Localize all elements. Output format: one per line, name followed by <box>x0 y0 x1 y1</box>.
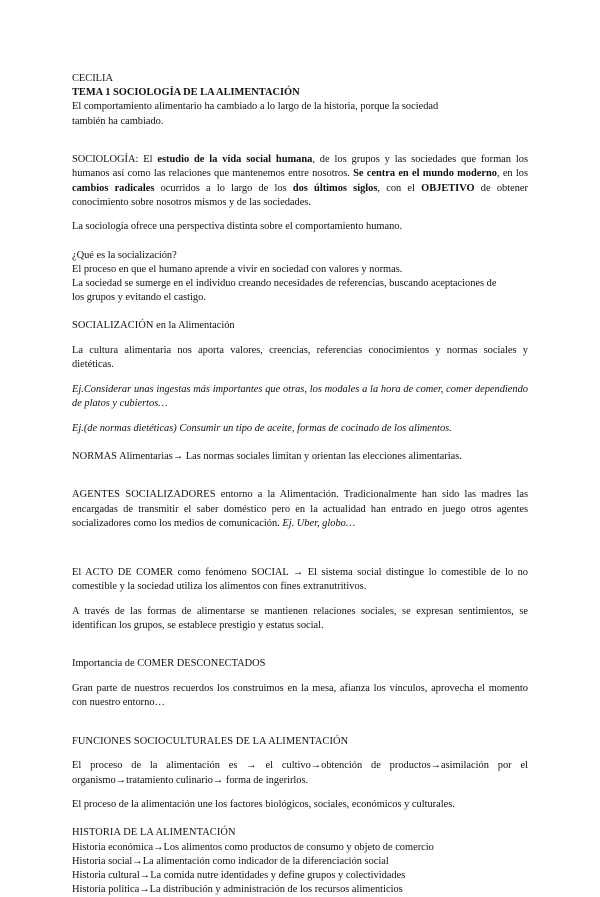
document-title: TEMA 1 SOCIOLOGÍA DE LA ALIMENTACIÓN <box>72 87 300 99</box>
desconectados-heading: Importancia de COMER DESCONECTADOS <box>72 658 266 670</box>
socializacion-definition: El proceso en que el humano aprende a vivir en sociedad con valores y normas. <box>72 263 403 275</box>
agentes-paragraph: AGENTES SOCIALIZADORES entorno a la Alimentación. Tradicionalmente han sido las madres las encargadas de transmitir el saber doméstico pero en la actualidad han entrado en juego otros agentes socializadores como los medios de comunicación. Ej. Uber, globo… <box>72 489 529 529</box>
document-page <box>72 72 528 897</box>
historia-item: Historia económica→Los alimentos como productos de consumo y objeto de comercio <box>72 841 434 853</box>
desconectados-text: Gran parte de nuestros recuerdos los construimos en la mesa, afianza los vínculos, aprovecha el momento con nuestro entorno… <box>72 682 528 709</box>
author-name: CECILIA <box>72 73 113 84</box>
funciones-text-2: El proceso de la alimentación une los factores biológicos, sociales, económicos y culturales. <box>72 799 455 811</box>
normas-paragraph: NORMAS Alimentarias→ Las normas sociales limitan y orientan las elecciones alimentarias. <box>72 450 462 462</box>
historia-item: Historia política→La distribución y administración de los recursos alimenticios <box>72 884 403 896</box>
alimentacion-heading: SOCIALIZACIÓN en la Alimentación <box>72 320 235 332</box>
funciones-heading: FUNCIONES SOCIOCULTURALES DE LA ALIMENTACIÓN <box>72 735 349 747</box>
sociologia-paragraph: SOCIOLOGÍA: El estudio de la vida social humana, de los grupos y las sociedades que forman los humanos así como las relaciones que mantenemos entre nosotros. Se centra en el mundo moderno, en los cambios radicales ocurridos a lo largo de los dos últimos siglos, con el OBJETIVO de obtener conocimiento sobre nosotros mismos y de las sociedades. <box>72 154 528 208</box>
acto-paragraph-1: El ACTO DE COMER como fenómeno SOCIAL → El sistema social distingue lo comestible de lo no comestible y la sociedad utiliza los alimentos con fines extranutritivos. <box>72 566 528 592</box>
socializacion-question: ¿Qué es la socialización? <box>72 249 177 261</box>
alimentacion-text: La cultura alimentaria nos aporta valores, creencias, referencias conocimientos y normas sociales y dietéticas. <box>72 345 528 371</box>
historia-item: Historia social→La alimentación como indicador de la diferenciación social <box>72 855 389 867</box>
sociologia-summary: La sociología ofrece una perspectiva distinta sobre el comportamiento humano. <box>72 221 403 233</box>
historia-heading: HISTORIA DE LA ALIMENTACIÓN <box>72 827 236 839</box>
socializacion-line-3: los grupos y evitando el castigo. <box>72 292 206 304</box>
historia-item: Historia cultural→La comida nutre identidades y define grupos y colectividades <box>72 869 406 881</box>
intro-line-2: también ha cambiado. <box>72 115 164 127</box>
intro-line-1: El comportamiento alimentario ha cambiado a lo largo de la historia, porque la sociedad <box>72 101 439 113</box>
socializacion-line-2: La sociedad se sumerge en el individuo creando necesidades de referencias, buscando aceptaciones de <box>72 278 497 290</box>
acto-paragraph-2: A través de las formas de alimentarse se mantienen relaciones sociales, se expresan sentimientos, se identifican los grupos, se establece prestigio y estatus social. <box>72 605 528 631</box>
alimentacion-example-1: Ej.Considerar unas ingestas más importantes que otras, los modales a la hora de comer, comer dependiendo de platos y cubiertos… <box>72 383 528 410</box>
funciones-text-1: El proceso de la alimentación es → el cultivo→obtención de productos→asimilación por el organismo→tratamiento culinario→ forma de ingerirlos. <box>72 760 528 786</box>
alimentacion-example-2: Ej.(de normas dietéticas) Consumir un tipo de aceite, formas de cocinado de los alimentos. <box>72 422 452 434</box>
